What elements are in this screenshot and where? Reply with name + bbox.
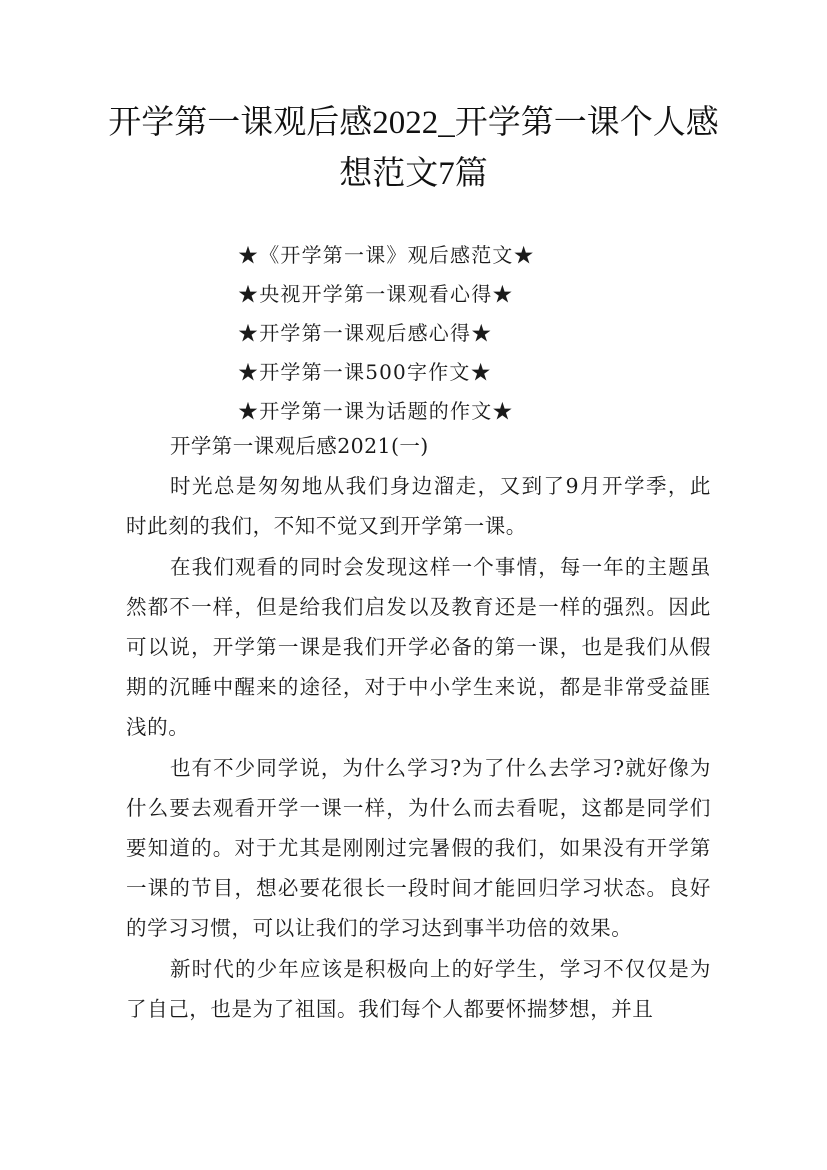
paragraph: 在我们观看的同时会发现这样一个事情，每一年的主题虽然都不一样，但是给我们启发以及教育还是一样的强烈。因此可以说，开学第一课是我们开学必备的第一课，也是我们从假期的沉睡中醒来的途径，对于中小学生来说，都是非常受益匪浅的。 [126,554,711,740]
paragraph: 时光总是匆匆地从我们身边溜走，又到了9月开学季，此时此刻的我们，不知不觉又到开学第一课。 [126,474,711,539]
toc-item: ★《开学第一课》观后感范文★ [238,243,535,267]
paragraph: 也有不少同学说，为什么学习?为了什么去学习?就好像为什么要去观看开学一课一样，为什么而去看呢，这都是同学们要知道的。对于尤其是刚刚过完暑假的我们，如果没有开学第一课的节目，想必要花很长一段时间才能回归学习状态。良好的学习习惯，可以让我们的学习达到事半功倍的效果。 [126,755,711,941]
toc-item: ★央视开学第一课观看心得★ [238,282,514,306]
document-body [126,426,711,1029]
toc-item: ★开学第一课观后感心得★ [238,321,493,345]
toc-item: ★开学第一课500字作文★ [238,360,492,384]
table-of-contents [238,236,535,431]
paragraph: 新时代的少年应该是积极向上的好学生，学习不仅仅是为了自己，也是为了祖国。我们每个人都要怀揣梦想，并且 [126,956,711,1021]
section-title: 开学第一课观后感2021(一) [170,434,429,458]
toc-item: ★开学第一课为话题的作文★ [238,399,514,423]
document-title: 开学第一课观后感2022_开学第一课个人感想范文7篇 [108,105,719,192]
